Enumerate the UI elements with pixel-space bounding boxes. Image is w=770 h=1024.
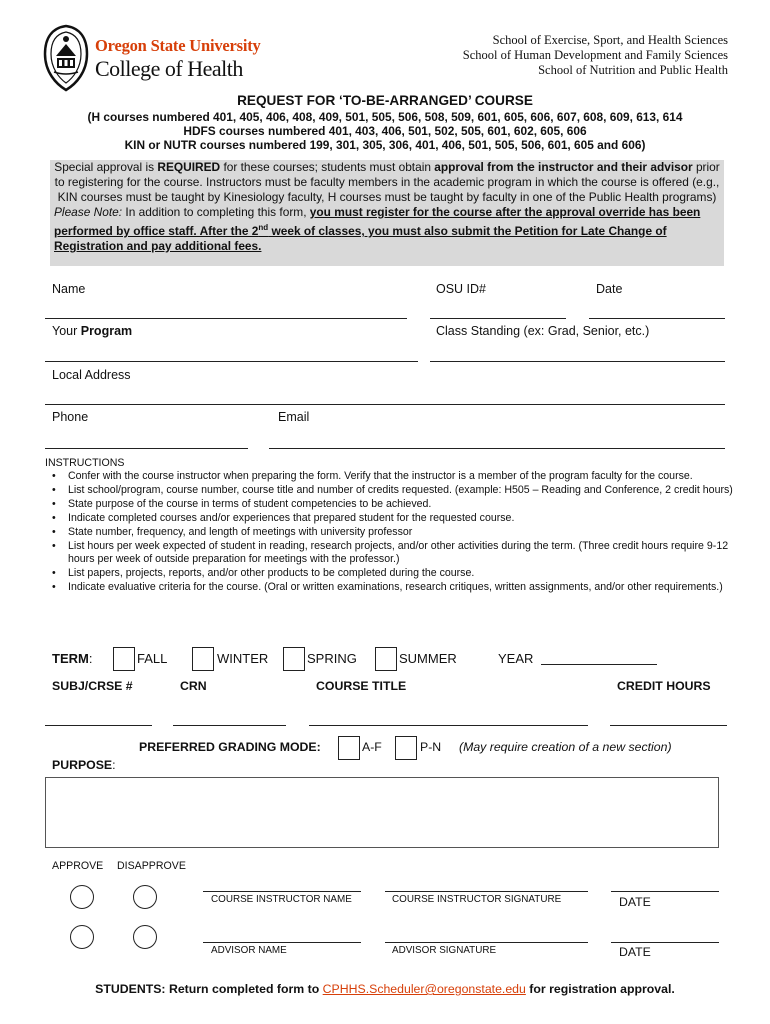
list-item: • List school/program, course number, course title and number of credits requested. (example: H505 – Reading and Conference, 2 credit hours) (68, 484, 740, 498)
courses-line: HDFS courses numbered 401, 403, 406, 501, 502, 505, 601, 602, 605, 606 (183, 124, 587, 138)
term-label: TERM: (52, 651, 93, 666)
osu-id-label: OSU ID# (436, 282, 487, 296)
af-checkbox[interactable] (338, 736, 360, 760)
instructor-name-field[interactable] (203, 891, 361, 892)
list-item: • State purpose of the course in terms of student competencies to be achieved. (68, 498, 740, 512)
class-standing-label: Class Standing (ex: Grad, Senior, etc.) (436, 324, 650, 338)
instructor-date-label: DATE (619, 895, 651, 909)
local-address-field[interactable] (45, 404, 725, 405)
course-title-field[interactable] (309, 725, 588, 726)
grading-note: (May require creation of a new section) (459, 740, 672, 754)
class-standing-field[interactable] (430, 361, 725, 362)
notice-box (50, 160, 724, 266)
list-item: • List papers, projects, reports, and/or other products to be completed during the course. (68, 567, 740, 581)
school-line: School of Exercise, Sport, and Health Sciences (492, 33, 728, 47)
university-name: Oregon State University (95, 36, 261, 55)
spring-label: SPRING (307, 651, 357, 666)
advisor-approve-radio[interactable] (70, 925, 94, 949)
list-item: • Confer with the course instructor when preparing the form. Verify that the instructor is a member of the program faculty for the course. (68, 470, 740, 484)
credit-hours-label: CREDIT HOURS (617, 679, 711, 693)
osu-id-field[interactable] (430, 318, 566, 319)
school-line: School of Nutrition and Public Health (538, 63, 728, 77)
name-label: Name (52, 282, 86, 296)
instructor-approve-radio[interactable] (70, 885, 94, 909)
please-note-text: Please Note: In addition to completing this form, you must register for the course after the approval override has been performed by office staff. After the 2nd week of classes, you must also submit the Petition for Late Change of Registration and pay additional fees. (54, 205, 701, 253)
af-label: A-F (362, 740, 382, 754)
year-field[interactable] (541, 664, 657, 665)
winter-checkbox[interactable] (192, 647, 214, 671)
course-title-label: COURSE TITLE (316, 679, 407, 693)
summer-checkbox[interactable] (375, 647, 397, 671)
year-label: YEAR (498, 651, 534, 666)
date-field[interactable] (589, 318, 725, 319)
credit-hours-field[interactable] (610, 725, 727, 726)
instructions-heading: INSTRUCTIONS (45, 457, 125, 469)
email-label: Email (278, 410, 310, 424)
osu-seal-icon (42, 24, 90, 92)
subj-crse-label: SUBJ/CRSE # (52, 679, 133, 693)
program-label: Your Program (52, 324, 133, 338)
scheduler-email-link[interactable]: CPHHS.Scheduler@oregonstate.edu (322, 982, 526, 996)
phone-field[interactable] (45, 448, 248, 449)
schools-list (463, 33, 728, 78)
list-item: • List hours per week expected of student in reading, research projects, and/or other activities during the term. (Three credit hours require 9-12 hours per week of outside preparation for meetings with the professor.) (68, 540, 740, 568)
advisor-name-label: ADVISOR NAME (211, 945, 287, 956)
advisor-date-field[interactable] (611, 942, 719, 943)
form-title (0, 93, 770, 152)
footer-instructions: STUDENTS: Return completed form to CPHHS.Scheduler@oregonstate.edu for registration approval. (95, 982, 675, 996)
purpose-label: PURPOSE: (52, 758, 116, 772)
osu-logo (42, 24, 261, 96)
college-name: College of Health (95, 56, 243, 81)
summer-label: SUMMER (399, 651, 457, 666)
winter-label: WINTER (217, 651, 269, 666)
advisor-signature-field[interactable] (385, 942, 588, 943)
advisor-signature-label: ADVISOR SIGNATURE (392, 945, 497, 956)
phone-label: Phone (52, 410, 89, 424)
local-address-label: Local Address (52, 368, 131, 382)
fall-label: FALL (137, 651, 168, 666)
instructions-list (46, 470, 740, 595)
grading-mode-label: PREFERRED GRADING MODE: (139, 740, 321, 754)
disapprove-label: DISAPPROVE (117, 860, 186, 872)
pn-checkbox[interactable] (395, 736, 417, 760)
page-title: REQUEST FOR ‘TO-BE-ARRANGED’ COURSE (237, 93, 533, 108)
courses-line: KIN or NUTR courses numbered 199, 301, 305, 306, 401, 406, 501, 505, 506, 601, 605 and 606) (124, 138, 646, 152)
approve-label: APPROVE (52, 860, 104, 872)
purpose-textarea[interactable] (45, 777, 719, 848)
crn-label: CRN (180, 679, 207, 693)
email-field[interactable] (269, 448, 725, 449)
school-line: School of Human Development and Family Sciences (462, 48, 728, 62)
name-field[interactable] (45, 318, 407, 319)
instructor-signature-field[interactable] (385, 891, 588, 892)
subj-crse-field[interactable] (45, 725, 152, 726)
courses-line: (H courses numbered 401, 405, 406, 408, 409, 501, 505, 506, 508, 509, 601, 605, 606, 607, 608, 609, 613, 614 (87, 110, 683, 124)
advisor-name-field[interactable] (203, 942, 361, 943)
advisor-date-label: DATE (619, 945, 651, 959)
pn-label: P-N (420, 740, 442, 754)
instructor-name-label: COURSE INSTRUCTOR NAME (211, 894, 352, 905)
list-item: • State number, frequency, and length of meetings with university professor (68, 526, 740, 540)
instructor-signature-label: COURSE INSTRUCTOR SIGNATURE (392, 894, 562, 905)
date-label: Date (596, 282, 623, 296)
program-field[interactable] (45, 361, 418, 362)
list-item: • Indicate evaluative criteria for the course. (Oral or written examinations, research critiques, written assignments, and/or other requirements.) (68, 581, 740, 595)
instructor-date-field[interactable] (611, 891, 719, 892)
fall-checkbox[interactable] (113, 647, 135, 671)
spring-checkbox[interactable] (283, 647, 305, 671)
advisor-disapprove-radio[interactable] (133, 925, 157, 949)
crn-field[interactable] (173, 725, 286, 726)
list-item: • Indicate completed courses and/or experiences that prepared student for the requested course. (68, 512, 740, 526)
special-approval-text: Special approval is REQUIRED for these courses; students must obtain approval from the instructor and their advisor prior to registering for the course. Instructors must be faculty members in the academic program in which the course is offered (e.g., KIN courses must be taught by Kinesiology faculty, H courses must be taught by faculty in one of the Public Health programs) (54, 160, 720, 204)
instructor-disapprove-radio[interactable] (133, 885, 157, 909)
